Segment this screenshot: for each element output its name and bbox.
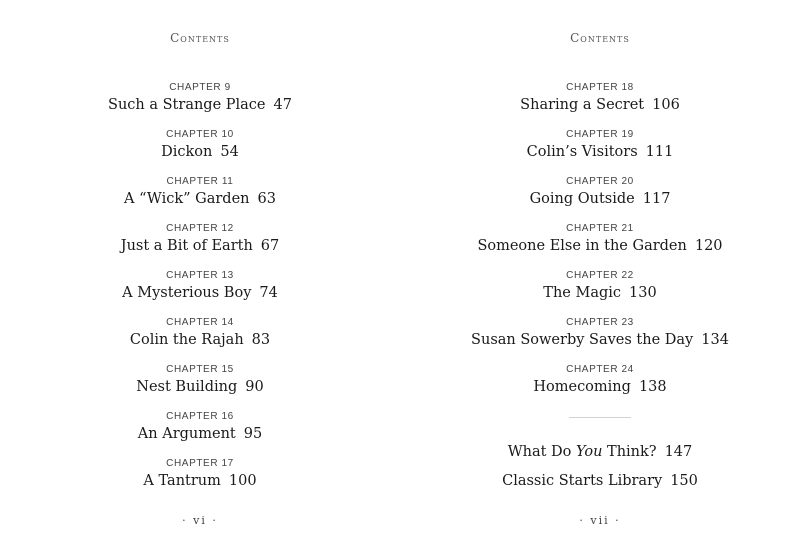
chapter-title: Just a Bit of Earth (120, 238, 253, 254)
chapter-page-number: 130 (629, 285, 657, 301)
chapter-page-number: 47 (273, 97, 292, 113)
chapter-title: Sharing a Secret (520, 97, 645, 113)
chapter-label: CHAPTER 11 (166, 176, 234, 187)
chapter-label: CHAPTER 22 (566, 270, 634, 281)
chapter-label: CHAPTER 9 (169, 82, 231, 93)
chapter-title: A Mysterious Boy (122, 285, 252, 301)
chapter-title-line (0, 470, 400, 492)
chapter-page-number: 117 (642, 191, 671, 207)
toc-entry (400, 223, 800, 270)
chapter-title-line (0, 188, 400, 210)
chapter-page-number: 120 (694, 238, 723, 254)
entry-page-number: 150 (670, 473, 698, 489)
chapter-title: Nest Building (136, 379, 238, 395)
back-matter-entry (400, 438, 800, 467)
chapter-title-line (400, 94, 800, 116)
back-matter-list (400, 438, 800, 496)
toc-entry (400, 129, 800, 176)
chapter-label: CHAPTER 24 (566, 364, 634, 375)
chapter-title: A Tantrum (143, 473, 221, 489)
chapter-label: CHAPTER 13 (166, 270, 234, 281)
chapter-title: Going Outside (529, 191, 635, 207)
toc-entry (400, 82, 800, 129)
toc-entry (0, 176, 400, 223)
chapter-page-number: 111 (645, 144, 674, 160)
toc-entry (0, 411, 400, 458)
toc-entry (0, 129, 400, 176)
chapter-title: The Magic (543, 285, 622, 301)
toc-entry (0, 82, 400, 129)
back-matter-entry (400, 467, 800, 496)
chapter-title-line (400, 329, 800, 351)
chapter-label: CHAPTER 21 (566, 223, 634, 234)
chapter-label: CHAPTER 19 (566, 129, 634, 140)
toc-entry (400, 270, 800, 317)
chapter-label: CHAPTER 16 (166, 411, 234, 422)
chapter-title-line (0, 329, 400, 351)
page-folio: · vii · (579, 514, 621, 527)
chapter-page-number: 83 (251, 332, 271, 348)
entry-title-italic: You (576, 444, 603, 460)
chapter-title: Colin’s Visitors (526, 144, 638, 160)
entry-title-part: Think? (602, 444, 657, 460)
chapter-page-number: 134 (701, 332, 729, 348)
chapter-page-number: 54 (220, 144, 239, 160)
toc-entry (400, 317, 800, 364)
chapter-page-number: 100 (228, 473, 257, 489)
chapter-title-line (0, 376, 400, 398)
chapter-title-line (400, 282, 800, 304)
chapter-title-line (400, 141, 800, 163)
chapter-page-number: 95 (243, 426, 263, 442)
chapter-title: Susan Sowerby Saves the Day (471, 332, 694, 348)
entry-page-number: 147 (664, 444, 693, 460)
toc-entry (400, 176, 800, 223)
page-folio: · vi · (182, 514, 218, 527)
chapter-page-number: 90 (245, 379, 264, 395)
right-page (400, 0, 800, 558)
chapter-label: CHAPTER 20 (566, 176, 634, 187)
chapter-title: A “Wick” Garden (124, 191, 250, 207)
chapter-label: CHAPTER 10 (166, 129, 234, 140)
chapter-title-line (0, 94, 400, 116)
chapter-title-line (0, 282, 400, 304)
chapter-label: CHAPTER 23 (566, 317, 634, 328)
toc-entry (0, 364, 400, 411)
chapter-title: Someone Else in the Garden (477, 238, 687, 254)
toc-entry (0, 223, 400, 270)
chapter-title-line (0, 235, 400, 257)
chapter-title: An Argument (137, 426, 236, 442)
chapter-title: Colin the Rajah (129, 332, 244, 348)
chapter-label: CHAPTER 17 (166, 458, 234, 469)
chapter-title-line (0, 141, 400, 163)
chapter-title-line (400, 376, 800, 398)
chapter-label: CHAPTER 14 (166, 317, 234, 328)
toc-entry (0, 458, 400, 505)
page-heading: Contents (170, 31, 230, 45)
section-divider (569, 417, 631, 418)
table-of-contents (0, 82, 400, 505)
chapter-label: CHAPTER 18 (566, 82, 634, 93)
chapter-title: Dickon (161, 144, 213, 160)
chapter-title-line (0, 423, 400, 445)
chapter-page-number: 74 (259, 285, 278, 301)
chapter-title-line (400, 235, 800, 257)
chapter-page-number: 67 (260, 238, 280, 254)
toc-entry (0, 317, 400, 364)
chapter-title: Such a Strange Place (108, 97, 266, 113)
chapter-label: CHAPTER 15 (166, 364, 234, 375)
toc-entry (400, 364, 800, 411)
entry-title-part: Classic Starts Library (502, 473, 663, 489)
chapter-title: Homecoming (533, 379, 631, 395)
chapter-page-number: 63 (257, 191, 276, 207)
table-of-contents (400, 82, 800, 418)
chapter-page-number: 138 (638, 379, 667, 395)
chapter-title-line (400, 188, 800, 210)
chapter-page-number: 106 (652, 97, 680, 113)
entry-title-part: What Do (507, 444, 577, 460)
page-heading: Contents (570, 31, 630, 45)
chapter-label: CHAPTER 12 (166, 223, 234, 234)
toc-entry (0, 270, 400, 317)
